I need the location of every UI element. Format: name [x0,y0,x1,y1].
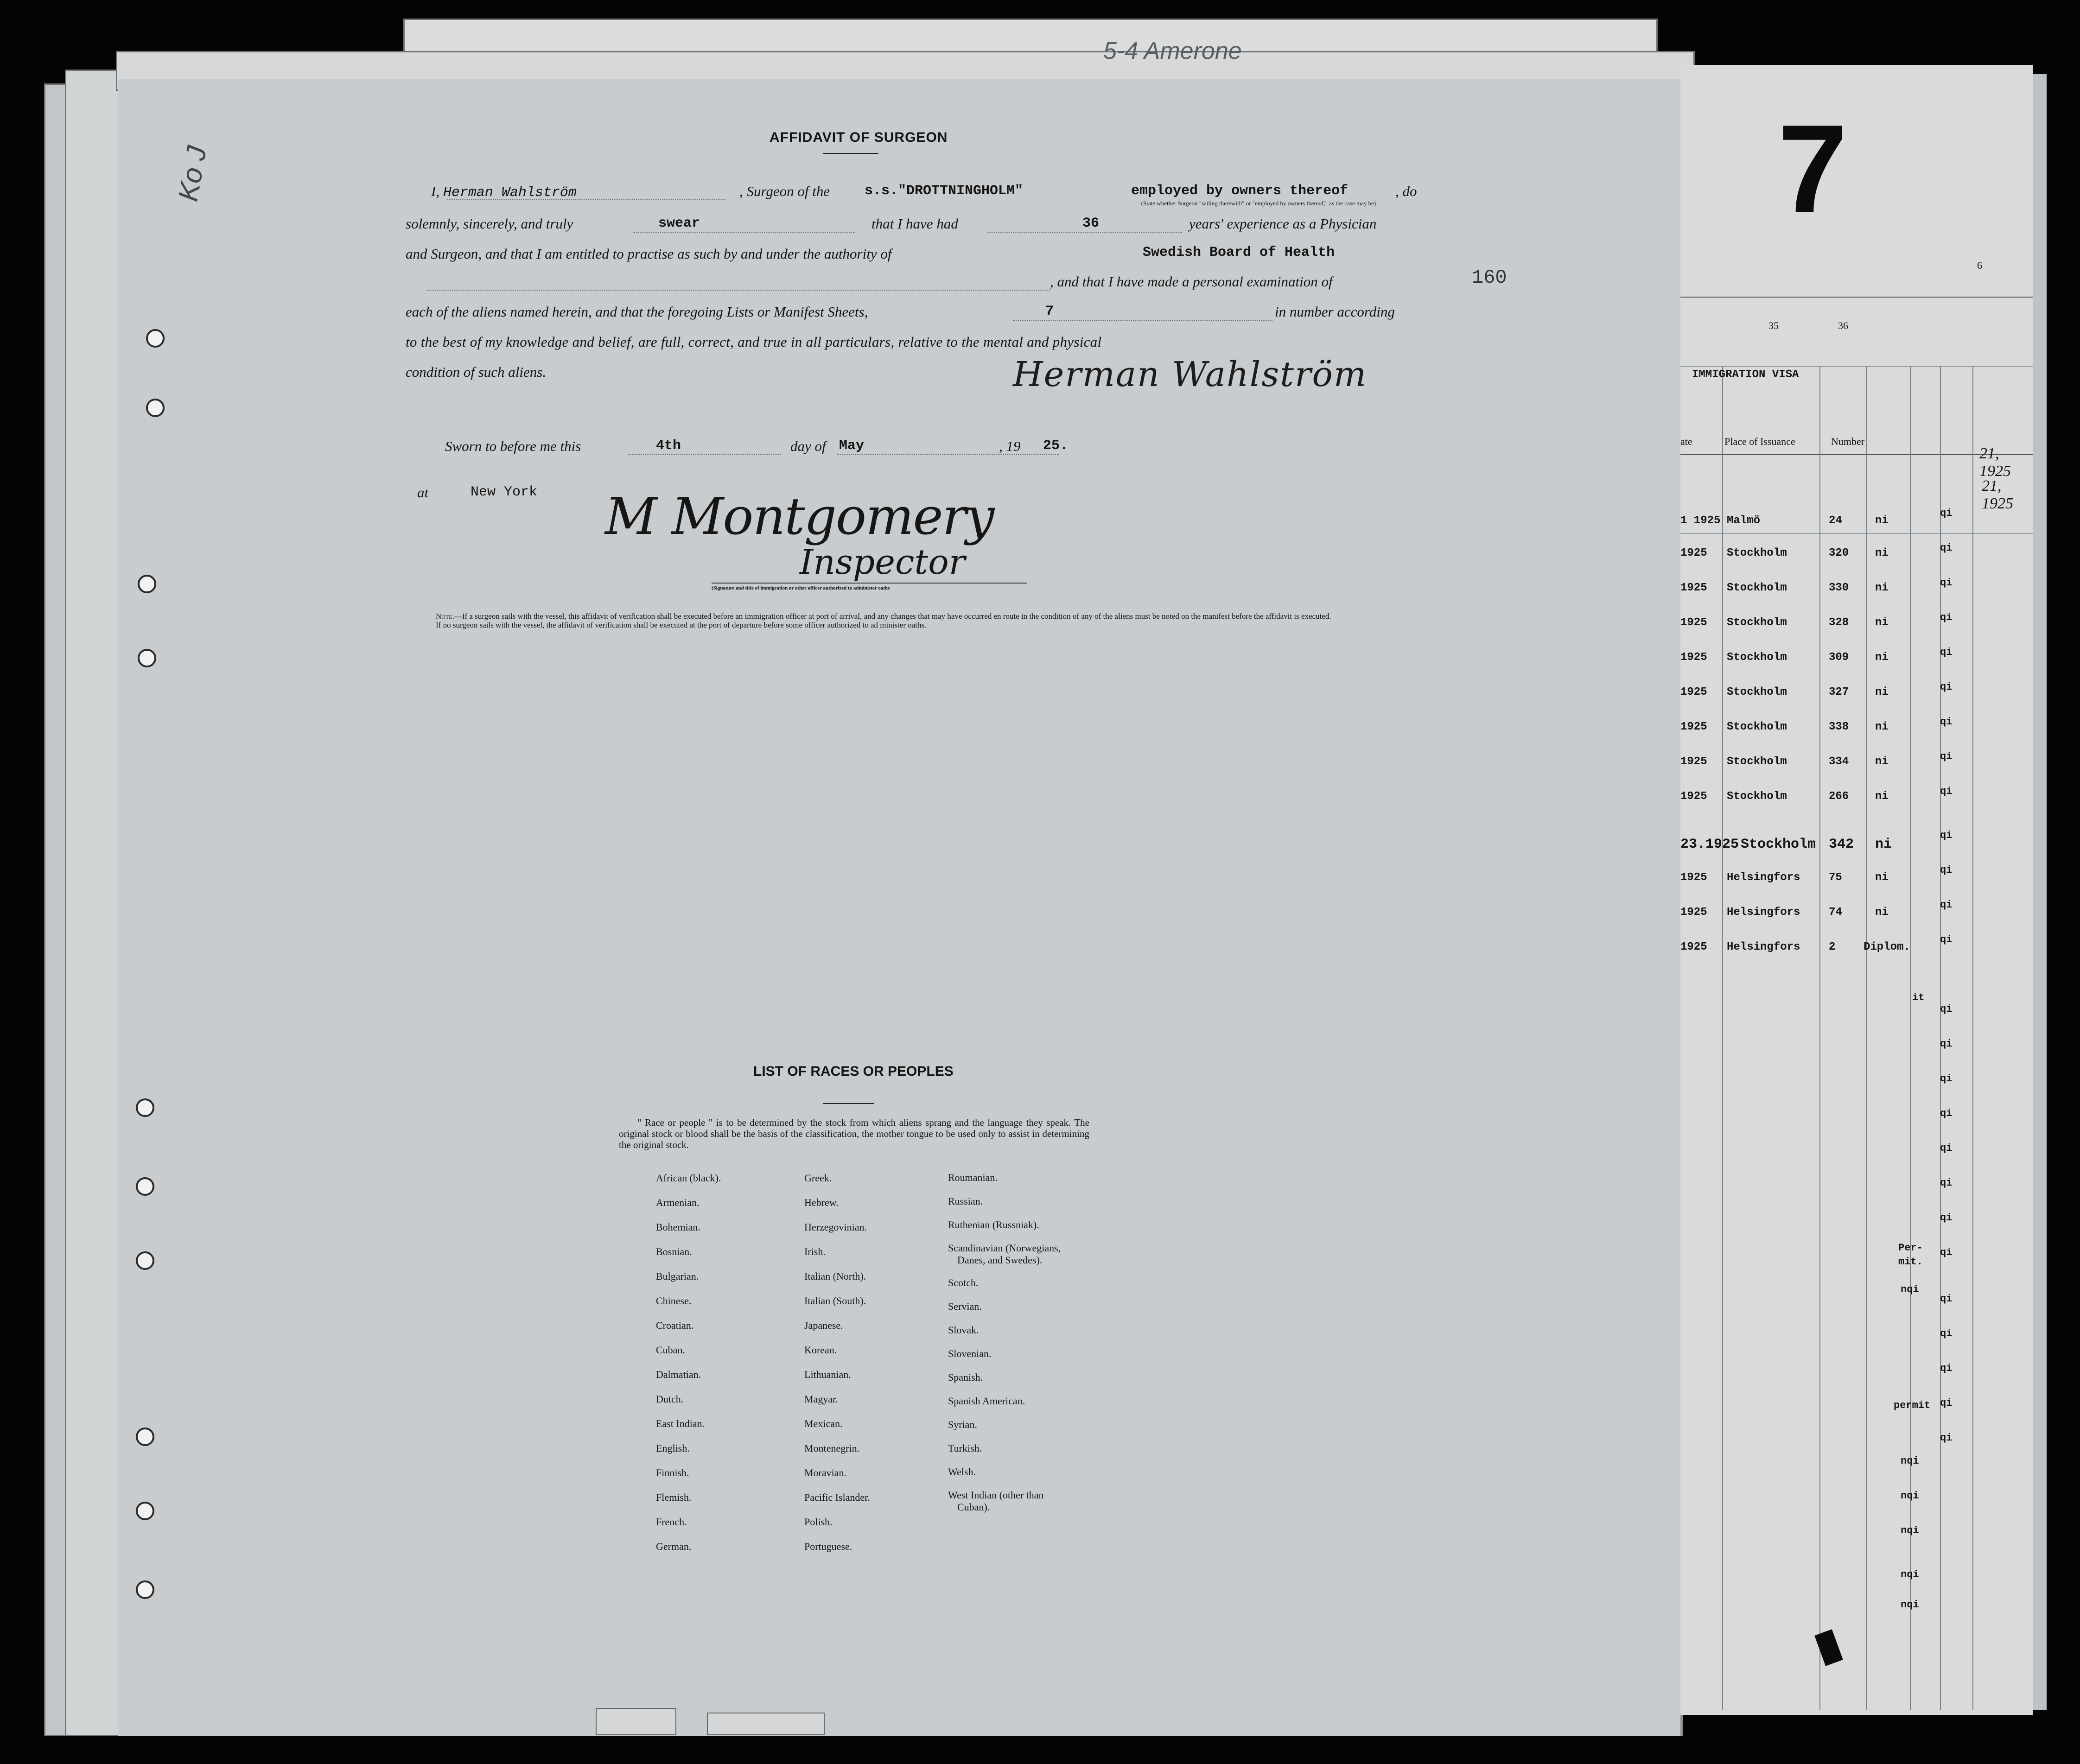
visa-row [1680,837,1892,852]
surgeon-signature: Herman Wahlström [1013,355,1368,394]
visa-row [1680,941,1910,953]
sheet-number: 7 [1778,99,1848,239]
col-6: 6 [1977,260,1982,271]
visa-date: 1 1925 [1680,514,1721,527]
sworn-c: , 19 [999,438,1021,454]
visa-place: Stockholm [1741,837,1816,852]
qi-mark: qi [1940,1293,1953,1305]
visa-place: Stockholm [1727,651,1787,664]
place: New York [471,484,538,500]
l1-a: I, [431,183,440,199]
race-item: Turkish. [948,1442,982,1454]
qi-mark: qi [1940,1003,1953,1015]
punch-hole [138,575,156,593]
race-item: Bosnian. [656,1246,692,1257]
affidavit-title: AFFIDAVIT OF SURGEON [770,130,948,145]
title-underline [823,153,878,154]
binding-tab [596,1708,676,1735]
race-item: Spanish. [948,1371,983,1383]
rule [426,290,1050,291]
visa-row [1680,871,1889,884]
race-item: Irish. [804,1246,826,1257]
sworn-a: Sworn to before me this [445,438,581,454]
race-item: French. [656,1516,687,1528]
visa-mark: Diplom. [1864,941,1910,953]
race-item: Scotch. [948,1277,979,1288]
visa-mark: ni [1875,686,1889,698]
page-count: 160 [1472,267,1507,289]
race-item: African (black). [656,1172,721,1184]
visa-mark: ni [1875,616,1889,629]
column-rule [1910,366,1911,1710]
visa-place: Stockholm [1727,790,1787,803]
punch-hole [136,1098,154,1117]
race-item: Hebrew. [804,1197,839,1208]
race-item: Russian. [948,1195,983,1207]
column-rule [1866,366,1867,1710]
visa-place: Stockholm [1727,755,1787,768]
note-2: If no surgeon sails with the vessel, the affidavit of verification shall be executed at the port of departure before some officer authorized to ad minister oaths. [436,621,927,629]
qi-mark: qi [1940,647,1953,658]
ink-mark [1814,1629,1843,1666]
race-item: English. [656,1442,690,1454]
visa-number: 2 [1829,941,1836,953]
race-item: Portuguese. [804,1541,852,1552]
race-item: Spanish American. [948,1395,1025,1407]
visa-number: 75 [1829,871,1842,884]
visa-date: 1925 [1680,651,1707,664]
l6: to the best of my knowledge and belief, are full, correct, and true in all particulars, relative to the mental and physical [406,334,1102,350]
visa-number: 320 [1829,547,1849,559]
qi-mark: qi [1940,1328,1953,1339]
header-rule [1680,366,2033,367]
hand-date: 21, 1925 [1979,445,2011,480]
header-rule [1680,533,2033,534]
officer-caption: (Signature and title of immigration or other officer authorized to administer oaths [712,585,890,591]
visa-place: Malmö [1727,514,1761,527]
qi-mark: qi [1940,542,1953,554]
race-item: Croatian. [656,1320,694,1331]
oath: swear [658,216,700,231]
qi-mark: qi [1940,899,1953,911]
race-item: Chinese. [656,1295,692,1307]
affidavit-line-1 [431,183,577,201]
hand-date: 21, 1925 [1982,477,2013,512]
visa-place: Helsingfors [1727,941,1800,953]
qi-mark: qi [1940,1142,1953,1154]
visa-mark: ni [1875,721,1889,733]
race-item: Cuban. [656,1344,685,1356]
officer-rule [712,583,1027,584]
race-item: Montenegrin. [804,1442,860,1454]
visa-date: 1925 [1680,941,1707,953]
race-item: Bulgarian. [656,1270,699,1282]
affidavit-sheet [118,79,1683,1736]
column-rule [1819,366,1820,1710]
date-header: ate [1680,436,1692,447]
qi-mark: qi [1940,1363,1953,1374]
visa-row [1680,582,1889,594]
l5-a: each of the aliens named herein, and that the foregoing Lists or Manifest Sheets, [406,304,868,320]
visa-date: 1925 [1680,582,1707,594]
qi-mark: qi [1940,508,1953,519]
visa-date: 1925 [1680,755,1707,768]
visa-date: 1925 [1680,547,1707,559]
visa-mark: ni [1875,582,1889,594]
qi-mark: it [1912,992,1925,1003]
qi-mark: qi [1940,1038,1953,1050]
race-item: Cuban). [957,1501,990,1513]
visa-place: Helsingfors [1727,906,1800,919]
qi-mark: qi [1940,1073,1953,1085]
qi-mark: qi [1940,1108,1953,1119]
rule [628,454,781,455]
employed-by: employed by owners thereof [1131,183,1349,199]
race-item: Moravian. [804,1467,847,1478]
punch-hole [136,1428,154,1446]
race-item: Italian (North). [804,1270,866,1282]
column-rule [1722,366,1723,1710]
visa-row [1680,721,1889,733]
visa-place: Helsingfors [1727,871,1800,884]
number-header: Number [1831,436,1865,447]
race-item: Danes, and Swedes). [957,1254,1043,1266]
visa-place: Stockholm [1727,547,1787,559]
place-header: Place of Issuance [1724,436,1795,447]
visa-mark: ni [1875,651,1889,664]
race-item: Korean. [804,1344,837,1356]
visa-row [1680,651,1889,664]
qi-mark: qi [1940,577,1953,589]
side-note: permit [1894,1400,1931,1411]
visa-number: 338 [1829,721,1849,733]
races-title: LIST OF RACES OR PEOPLES [753,1064,954,1079]
qi-mark: qi [1940,786,1953,797]
side-note: nqi [1901,1455,1919,1467]
top-handwriting: 5-4 Amerone [1103,38,1242,64]
col-36: 36 [1838,320,1848,331]
punch-hole [146,329,165,348]
races-col-2 [804,1166,870,1559]
qi-mark: qi [1940,1247,1953,1258]
visa-place: Stockholm [1727,582,1787,594]
punch-hole [136,1177,154,1196]
rule [837,454,1059,455]
note-1-text: —If a surgeon sails with the vessel, this affidavit of verification shall be executed before an immigration officer at port of arrival, and any changes that may have occurred en route in the condition of any of the aliens must be noted on the manifest before the affidavit is executed. [454,612,1331,621]
binding-tab [707,1713,825,1735]
race-item: Lithuanian. [804,1369,851,1380]
race-item: Welsh. [948,1466,976,1478]
visa-place: Stockholm [1727,616,1787,629]
visa-row [1680,790,1889,803]
visa-row [1680,686,1889,698]
race-item: East Indian. [656,1418,705,1429]
visa-mark: ni [1875,547,1889,559]
left-initials: Ko J [172,143,213,204]
l1-c: , do [1395,183,1417,199]
visa-mark: ni [1875,514,1889,527]
visa-number: 330 [1829,582,1849,594]
authority: Swedish Board of Health [1143,245,1335,260]
race-item: West Indian (other than [948,1489,1044,1501]
visa-place: Stockholm [1727,686,1787,698]
day: 4th [656,438,681,454]
l5-b: in number according [1275,304,1395,320]
sheets: 7 [1045,304,1054,319]
visa-number: 342 [1829,837,1854,852]
manifest-sheet [1680,65,2033,1715]
l4: , and that I have made a personal examination of [1050,273,1333,290]
side-note: nqi [1901,1599,1919,1611]
race-item: Dutch. [656,1393,684,1405]
race-item: Scandinavian (Norwegians, [948,1242,1061,1254]
race-item: Flemish. [656,1491,692,1503]
qi-mark: qi [1940,1212,1953,1224]
races-intro: " Race or people " is to be determined by the stock from which aliens sprang and the language they speak. The original stock or blood shall be the basis of the classification, the mother tongue to be used only to assist in determining the original stock. [619,1117,1089,1150]
rule [987,232,1182,233]
race-item: Finnish. [656,1467,689,1478]
race-item: Roumanian. [948,1172,998,1183]
l2-a: solemnly, sincerely, and truly [406,216,573,232]
visa-row [1680,547,1889,559]
visa-number: 266 [1829,790,1849,803]
qi-mark: qi [1940,1397,1953,1409]
header-rule [1680,297,2033,298]
punch-hole [136,1251,154,1270]
visa-place: Stockholm [1727,721,1787,733]
race-item: Ruthenian (Russniak). [948,1219,1039,1231]
surgeon-name: Herman Wahlström [443,185,577,201]
race-item: Greek. [804,1172,832,1184]
note [417,612,1432,629]
visa-date: 1925 [1680,616,1707,629]
visa-number: 74 [1829,906,1842,919]
rule [447,199,725,200]
race-item: Japanese. [804,1320,843,1331]
visa-row [1680,906,1889,919]
rule [633,232,855,233]
l7: condition of such aliens. [406,364,547,380]
l2-b: that I have had [871,216,958,232]
ship-name: s.s."DROTTNINGHOLM" [865,183,1024,199]
state-note: (State whether Surgeon "sailing therewith" or "employed by owners thereof," as the case may be) [1141,200,1376,207]
visa-number: 24 [1829,514,1842,527]
note-1 [417,612,1432,621]
year: 25. [1043,438,1069,454]
qi-mark: qi [1940,1432,1953,1444]
visa-number: 327 [1829,686,1849,698]
officer-signature: M Montgomery [605,487,994,546]
col-35: 35 [1768,320,1779,331]
race-item: Mexican. [804,1418,843,1429]
side-note: mit. [1898,1256,1923,1268]
visa-mark: ni [1875,790,1889,803]
visa-date: 1925 [1680,721,1707,733]
punch-hole [138,649,156,667]
visa-date: 1925 [1680,686,1707,698]
race-item: Polish. [804,1516,833,1528]
race-item: Pacific Islander. [804,1491,870,1503]
qi-mark: qi [1940,681,1953,693]
race-item: Bohemian. [656,1221,700,1233]
visa-date: 1925 [1680,906,1707,919]
race-item: Italian (South). [804,1295,866,1307]
visa-number: 309 [1829,651,1849,664]
rule [1013,320,1272,321]
visa-row [1680,514,1889,527]
at-label: at [417,484,429,501]
race-item: Armenian. [656,1197,700,1208]
visa-row [1680,616,1889,629]
l2-c: years' experience as a Physician [1189,216,1377,232]
punch-hole [136,1502,154,1520]
races-title-rule [823,1103,874,1104]
side-note: nqi [1901,1490,1919,1502]
visa-row [1680,755,1889,768]
race-item: Servian. [948,1301,982,1312]
race-item: German. [656,1541,692,1552]
race-item: Slovenian. [948,1348,992,1359]
punch-hole [146,399,165,417]
race-item: Syrian. [948,1419,977,1430]
qi-mark: qi [1940,751,1953,762]
visa-mark: ni [1875,906,1889,919]
column-rule [1972,366,1973,1710]
sworn-b: day of [790,438,826,454]
month: May [839,438,865,454]
punch-hole [136,1580,154,1599]
visa-date: 23.1925 [1680,837,1739,852]
visa-mark: ni [1875,837,1892,852]
l1-b: , Surgeon of the [739,183,830,199]
visa-header: IMMIGRATION VISA [1692,368,1799,381]
qi-mark: qi [1940,864,1953,876]
visa-date: 1925 [1680,871,1707,884]
qi-mark: qi [1940,934,1953,945]
races-col-1 [656,1166,721,1559]
races-col-3 [948,1166,1061,1513]
note-label: Note. [436,612,454,621]
side-note: nqi [1901,1569,1919,1580]
visa-number: 328 [1829,616,1849,629]
visa-date: 1925 [1680,790,1707,803]
side-note: nqi [1901,1284,1919,1295]
visa-mark: ni [1875,755,1889,768]
edge-strip [2033,74,2047,1710]
l3-a: and Surgeon, and that I am entitled to practise as such by and under the authority of [406,246,892,262]
qi-mark: qi [1940,830,1953,841]
side-note: nqi [1901,1525,1919,1536]
officer-title-signature: Inspector [800,542,966,582]
visa-number: 334 [1829,755,1849,768]
side-note: Per- [1898,1242,1923,1254]
race-item: Herzegovinian. [804,1221,867,1233]
visa-mark: ni [1875,871,1889,884]
years: 36 [1082,216,1100,231]
qi-mark: qi [1940,612,1953,623]
qi-mark: qi [1940,716,1953,728]
race-item: Magyar. [804,1393,838,1405]
race-item: Dalmatian. [656,1369,701,1380]
race-item: Slovak. [948,1324,979,1336]
qi-mark: qi [1940,1177,1953,1189]
